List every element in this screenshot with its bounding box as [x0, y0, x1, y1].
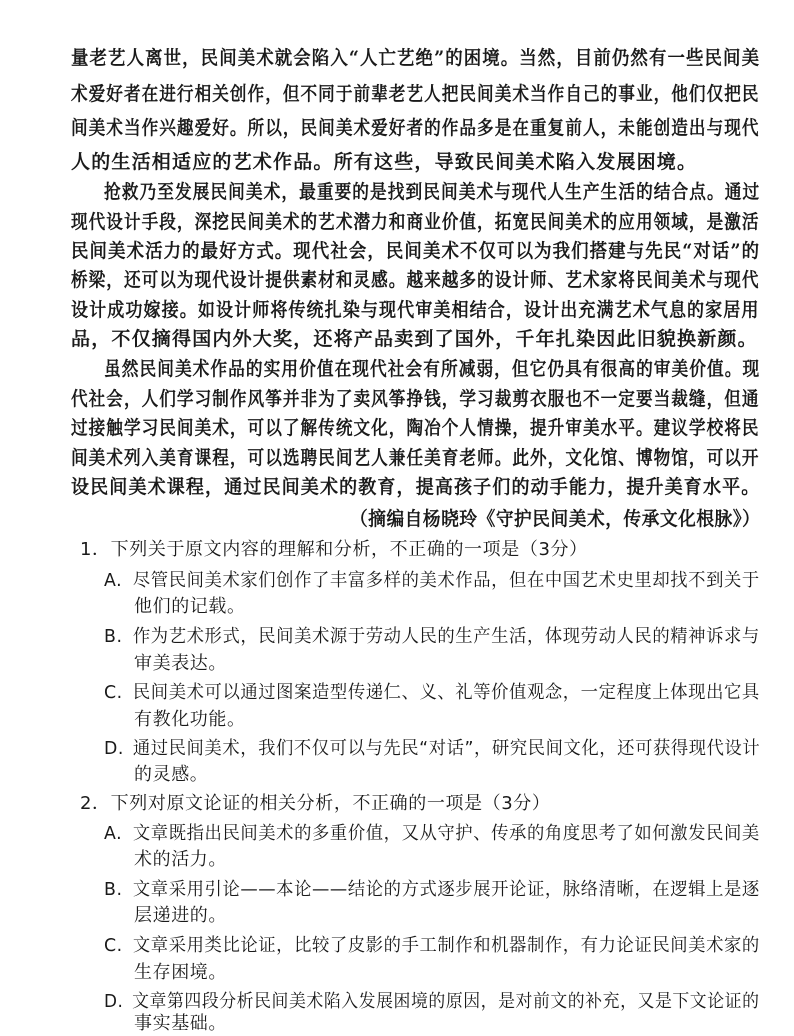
- option-text-cont: 有教化功能。: [134, 709, 246, 730]
- passage-line: 人的生活相适应的艺术作品。所有这些，导致民间美术陷入发展困境。: [71, 151, 698, 173]
- passage-line: 量老艺人离世，民间美术就会陷入“人亡艺绝”的困境。当然，目前仍然有一些民间美: [71, 47, 761, 69]
- passage-line: 设计成功嫁接。如设计师将传统扎染与现代审美相结合，设计出充满艺术气息的家居用: [71, 299, 760, 321]
- option-text: 通过民间美术，我们不仅可以与先民“对话”，研究民间文化，还可获得现代设计: [132, 738, 761, 759]
- option-text: 民间美术可以通过图案造型传递仁、义、礼等价值观念，一定程度上体现出它具: [132, 682, 760, 703]
- option-text: 作为艺术形式，民间美术源于劳动人民的生产生活，体现劳动人民的精神诉求与: [132, 626, 760, 647]
- option-d: [104, 990, 760, 1014]
- option-label: D.: [104, 738, 125, 759]
- passage-line: 过接触学习民间美术，可以了解传统文化，陶冶个人情操，提升审美水平。建议学校将民: [71, 417, 760, 439]
- option-text: 文章采用类比论证，比较了皮影的手工制作和机器制作，有力论证民间美术家的: [132, 935, 760, 956]
- option-label: C.: [104, 935, 123, 956]
- option-a: [104, 569, 760, 593]
- passage-line: 间美术列入美育课程，可以选聘民间艺人兼任美育老师。此外，文化馆、博物馆，可以开: [71, 447, 760, 469]
- option-label: A.: [104, 823, 123, 844]
- question-title: 2．下列对原文论证的相关分析，不正确的一项是（3分）: [80, 793, 551, 814]
- option-text-cont: 层递进的。: [134, 905, 227, 926]
- passage-line: 抢救乃至发展民间美术，最重要的是找到民间美术与现代人生产生活的结合点。通过: [104, 181, 761, 203]
- option-text-cont: 审美表达。: [134, 653, 227, 674]
- option-text-cont: 生存困境。: [134, 962, 227, 983]
- option-text: 文章采用引论——本论——结论的方式逐步展开论证，脉络清晰，在逻辑上是逐: [132, 879, 760, 900]
- option-b: [104, 878, 760, 902]
- option-label: D.: [104, 991, 124, 1012]
- option-label: B.: [104, 879, 123, 900]
- passage-line: 现代设计手段，深挖民间美术的艺术潜力和商业价值，拓宽民间美术的应用领域，是激活: [71, 211, 760, 233]
- option-d: [104, 737, 760, 761]
- question-title: 1．下列关于原文内容的理解和分析，不正确的一项是（3分）: [80, 539, 588, 560]
- passage-line: 桥梁，还可以为现代设计提供素材和灵感。越来越多的设计师、艺术家将民间美术与现代: [71, 269, 760, 291]
- passage-line: 代社会，人们学习制作风筝并非为了卖风筝挣钱，学习裁剪衣服也不一定要当裁缝，但通: [71, 388, 760, 410]
- option-b: [104, 625, 760, 649]
- option-text: 文章既指出民间美术的多重价值，又从守护、传承的角度思考了如何激发民间美: [132, 823, 760, 844]
- passage-line: 设民间美术课程，通过民间美术的教育，提高孩子们的动手能力，提升美育水平。: [71, 476, 761, 498]
- option-c: [104, 681, 760, 705]
- option-text: 文章第四段分析民间美术陷入发展困境的原因，是对前文的补充，又是下文论证的: [132, 991, 760, 1012]
- option-label: A.: [104, 570, 123, 591]
- source-citation: （摘编自杨晓玲《守护民间美术，传承文化根脉》）: [350, 508, 761, 530]
- option-label: C.: [104, 682, 123, 703]
- passage-line: 品，不仅摘得国内外大奖，还将产品卖到了国外，千年扎染因此旧貌换新颜。: [71, 328, 758, 350]
- passage-line: 间美术当作兴趣爱好。所以，民间美术爱好者的作品多是在重复前人，未能创造出与现代: [71, 117, 760, 139]
- passage-line: 术爱好者在进行相关创作，但不同于前辈老艺人把民间美术当作自己的事业，他们仅把民: [71, 83, 760, 105]
- option-text: 尽管民间美术家们创作了丰富多样的美术作品，但在中国艺术史里却找不到关于: [132, 570, 760, 591]
- option-a: [104, 822, 760, 846]
- passage-line: 虽然民间美术作品的实用价值在现代社会有所减弱，但它仍具有很高的审美价值。现: [104, 358, 761, 380]
- passage-line: 民间美术活力的最好方式。现代社会，民间美术不仅可以为我们搭建与先民“对话”的: [71, 240, 761, 262]
- option-c: [104, 934, 760, 958]
- option-text-cont: 他们的记载。: [134, 596, 246, 617]
- option-label: B.: [104, 626, 123, 647]
- option-text-cont: 事实基础。: [134, 1013, 227, 1034]
- option-text-cont: 的灵感。: [134, 764, 209, 785]
- option-text-cont: 术的活力。: [134, 849, 227, 870]
